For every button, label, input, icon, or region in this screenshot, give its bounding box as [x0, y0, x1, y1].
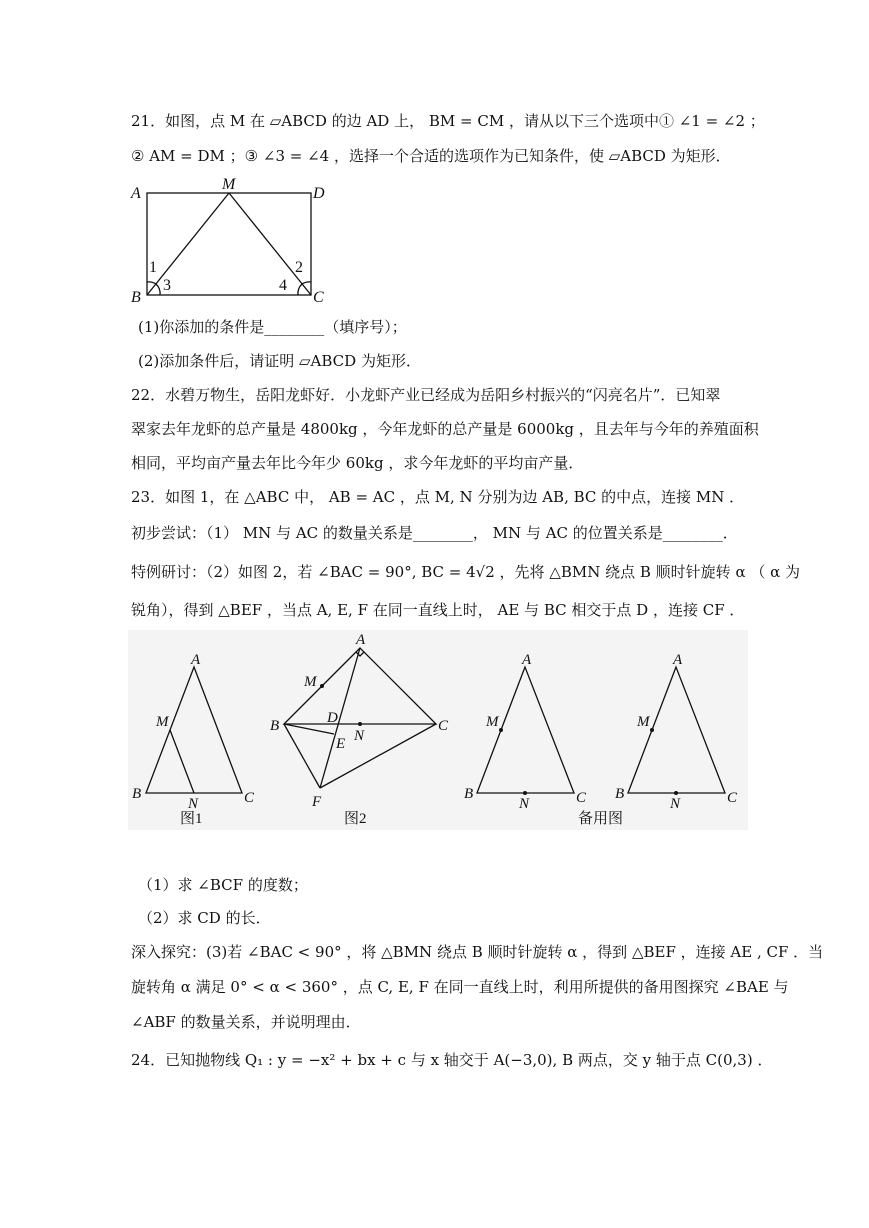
fig3-caption: 备用图: [578, 811, 624, 827]
fig2-label-E: E: [336, 736, 346, 752]
angle-label-1: 1: [149, 259, 157, 276]
fig4-label-N: N: [670, 796, 681, 812]
fig1-label-A: A: [191, 652, 201, 668]
q23-line-2: 初步尝试：（1） MN 与 AC 的数量关系是________， MN 与 AC 的位置关系是________．: [131, 524, 738, 542]
label-B: B: [131, 289, 141, 306]
q23-sub-1: （1）求 ∠BCF 的度数；: [138, 876, 308, 894]
q22-line-2: 翠家去年龙虾的总产量是 4800kg ，今年龙虾的总产量是 6000kg ，且去年与今年的养殖面积: [131, 420, 759, 438]
label-C: C: [313, 289, 324, 306]
fig3-label-M: M: [486, 714, 499, 730]
q22-line-1: 22．水碧万物生，岳阳龙虾好．小龙虾产业已经成为岳阳乡村振兴的“闪亮名片”．已知翠: [131, 386, 721, 404]
fig2-caption: 图2: [344, 811, 367, 827]
q23-line-5: 深入探究：(3)若 ∠BAC < 90° ，将 △BMN 绕点 B 顺时针旋转 α ，得到 △BEF ，连接 AE , CF ．当: [131, 943, 824, 961]
fig2-label-B: B: [270, 718, 280, 734]
angle-label-2: 2: [295, 259, 303, 276]
fig3-label-A: A: [522, 652, 532, 668]
q21-rectangle-figure: [125, 172, 345, 312]
fig2-label-N: N: [354, 728, 365, 744]
angle-label-3: 3: [163, 277, 171, 294]
q23-figures-panel: [128, 630, 748, 830]
q21-sub-2: (2)添加条件后，请证明 ▱ABCD 为矩形．: [138, 352, 421, 370]
q23-line-6: 旋转角 α 满足 0° < α < 360° ，点 C, E, F 在同一直线上时，利用所提供的备用图探究 ∠BAE 与: [131, 978, 789, 996]
fig1-caption: 图1: [180, 811, 203, 827]
label-M: M: [222, 176, 236, 193]
fig3-label-N: N: [519, 796, 530, 812]
q21-line-2: ② AM = DM ；③ ∠3 = ∠4 ，选择一个合适的选项作为已知条件，使 ▱ABCD 为矩形．: [131, 147, 731, 165]
q21-sub-1: (1)你添加的条件是________（填序号）；: [138, 318, 407, 336]
fig2-label-C: C: [438, 718, 449, 734]
fig4-label-M: M: [637, 714, 650, 730]
fig1-label-B: B: [132, 786, 142, 802]
fig4-label-A: A: [673, 652, 683, 668]
fig2-label-D: D: [327, 710, 338, 726]
fig1-label-M: M: [156, 714, 169, 730]
q23-line-4: 锐角），得到 △BEF ，当点 A, E, F 在同一直线上时， AE 与 BC 相交于点 D ，连接 CF ．: [131, 601, 745, 619]
q21-line-1: 21．如图，点 M 在 ▱ABCD 的边 AD 上， BM = CM ，请从以下三个选项中① ∠1 = ∠2 ；: [131, 112, 765, 130]
fig1-label-N: N: [188, 796, 199, 812]
label-D: D: [313, 185, 325, 202]
fig1-label-C: C: [244, 790, 255, 806]
q23-line-7: ∠ABF 的数量关系，并说明理由．: [131, 1013, 361, 1031]
label-A: A: [131, 185, 141, 202]
fig2-label-F: F: [312, 794, 322, 810]
q23-line-1: 23．如图 1，在 △ABC 中， AB = AC ，点 M, N 分别为边 AB, BC 的中点，连接 MN ．: [131, 488, 745, 506]
angle-label-4: 4: [279, 277, 287, 294]
fig2-label-A: A: [356, 632, 366, 648]
q23-line-3: 特例研讨：（2）如图 2，若 ∠BAC = 90°, BC = 4√2 ，先将 △BMN 绕点 B 顺时针旋转 α （ α 为: [131, 563, 801, 581]
fig3-label-B: B: [464, 786, 474, 802]
fig4-label-B: B: [615, 786, 625, 802]
q23-sub-2: （2）求 CD 的长．: [138, 909, 271, 927]
fig3-label-C: C: [576, 790, 587, 806]
q24-line-1: 24．已知抛物线 Q₁ : y = −x² + bx + c 与 x 轴交于 A(−3,0), B 两点，交 y 轴于点 C(0,3) ．: [131, 1051, 773, 1069]
q22-line-3: 相同，平均亩产量去年比今年少 60kg ，求今年龙虾的平均亩产量．: [131, 454, 584, 472]
fig2-label-M: M: [304, 674, 317, 690]
fig4-label-C: C: [727, 790, 738, 806]
